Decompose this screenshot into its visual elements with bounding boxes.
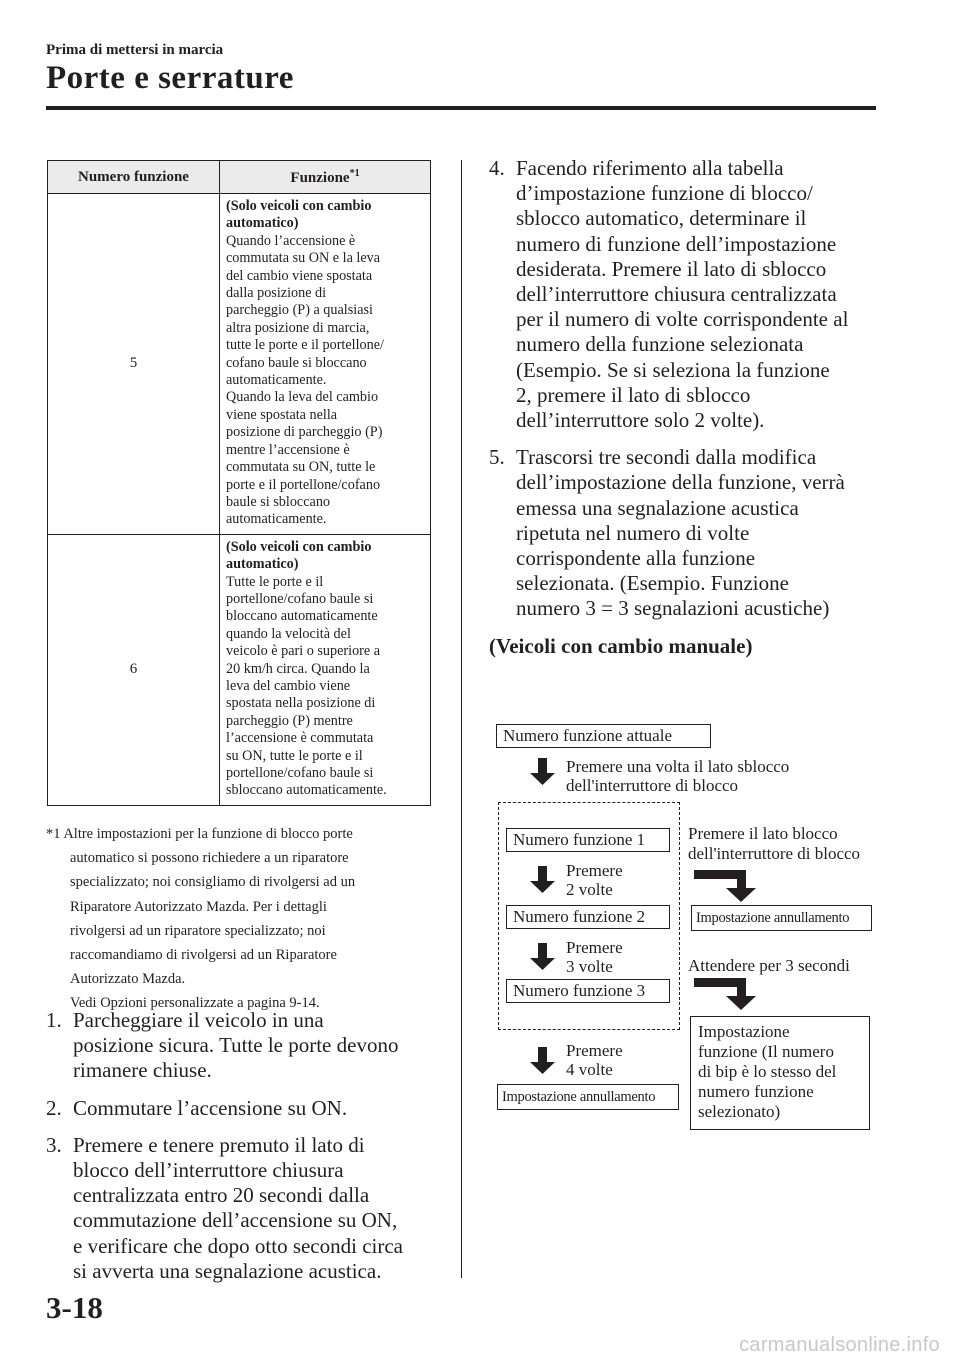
cancel-box-bottom: Impostazione annullamento bbox=[497, 1084, 679, 1110]
table-header-number: Numero funzione bbox=[48, 161, 220, 194]
function-cycle-group bbox=[498, 802, 680, 1030]
step-number: 3. bbox=[46, 1132, 62, 1157]
step-line: d’impostazione funzione di blocco/ bbox=[516, 181, 813, 206]
step-number: 2. bbox=[46, 1095, 62, 1120]
footnote-line: raccomandiamo di rivolgersi ad un Riparatore bbox=[70, 947, 337, 964]
description-line: automaticamente. bbox=[226, 372, 327, 389]
step-line: emessa una segnalazione acustica bbox=[516, 495, 799, 520]
result-line: numero funzione bbox=[698, 1082, 814, 1101]
step-line: numero della funzione selezionata bbox=[516, 332, 804, 357]
step-line: centralizzata entro 20 secondi dalla bbox=[73, 1183, 370, 1208]
result-line: di bip è lo stesso del bbox=[698, 1062, 837, 1081]
arrow-down-icon bbox=[528, 758, 562, 786]
footnote-line: rivolgersi ad un riparatore specializzato; noi bbox=[70, 922, 326, 939]
current-function-box: Numero funzione attuale bbox=[496, 724, 711, 748]
press-label-2: Premere bbox=[566, 861, 623, 880]
press-once-line-1: Premere una volta il lato sblocco bbox=[566, 757, 790, 776]
function-3-box: Numero funzione 3 bbox=[506, 979, 670, 1003]
footnote-line: *1 Altre impostazioni per la funzione di blocco porte bbox=[46, 826, 353, 842]
footnote-line: Autorizzato Mazda. bbox=[70, 971, 186, 988]
description-line: automaticamente. bbox=[226, 511, 327, 528]
function-header-label: Funzione bbox=[290, 169, 350, 186]
footnote-line: specializzato; noi consigliamo di rivolgersi ad un bbox=[70, 874, 356, 891]
function-1-box: Numero funzione 1 bbox=[506, 828, 670, 852]
press-once-line-2: dell'interruttore di blocco bbox=[566, 776, 739, 795]
function-2-box: Numero funzione 2 bbox=[506, 905, 670, 929]
function-number: 6 bbox=[48, 534, 220, 805]
lock-press-line-1: Premere il lato blocco bbox=[688, 824, 838, 843]
step-line: Premere e tenere premuto il lato di bbox=[73, 1132, 365, 1157]
step-line: corrispondente alla funzione bbox=[516, 546, 756, 571]
description-line: porte e il portellone/cofano bbox=[226, 476, 381, 493]
step-line: dell’interruttore chiusura centralizzata bbox=[516, 282, 837, 307]
lock-press-line-2: dell'interruttore di blocco bbox=[688, 844, 861, 863]
press-label-3: Premere bbox=[566, 938, 623, 957]
arrow-down-icon bbox=[528, 866, 562, 894]
step-line: commutazione dell’accensione su ON, bbox=[73, 1208, 398, 1233]
press-label-4: Premere bbox=[566, 1041, 623, 1060]
arrow-right-down-icon bbox=[694, 976, 766, 1012]
description-line: commutata su ON e la leva bbox=[226, 250, 381, 267]
step-item bbox=[46, 1096, 446, 1121]
step-line: desiderata. Premere il lato di sblocco bbox=[516, 256, 827, 281]
footnote-line: automatico si possono richiedere a un riparatore bbox=[70, 850, 349, 867]
function-table bbox=[47, 160, 431, 806]
step-line: (Esempio. Se si seleziona la funzione bbox=[516, 357, 830, 382]
result-line: Impostazione bbox=[698, 1022, 790, 1041]
description-line: quando la velocità del bbox=[226, 625, 351, 642]
description-line: viene spostata nella bbox=[226, 406, 338, 423]
step-line: numero 3 = 3 segnalazioni acustiche) bbox=[516, 596, 830, 621]
footnote-line: Riparatore Autorizzato Mazda. Per i dettagli bbox=[70, 898, 327, 915]
description-line: commutata su ON, tutte le bbox=[226, 459, 376, 476]
step-number: 5. bbox=[489, 445, 505, 470]
footnote bbox=[46, 822, 436, 1016]
table-row bbox=[48, 534, 431, 805]
step-number: 4. bbox=[489, 156, 505, 180]
description-line: parcheggio (P) mentre bbox=[226, 712, 353, 729]
description-bold-line: automatico) bbox=[226, 215, 299, 232]
step-item bbox=[489, 445, 889, 621]
section-label: Prima di mettersi in marcia bbox=[46, 42, 224, 58]
step-line: dell’impostazione della funzione, verrà bbox=[516, 470, 845, 495]
step-line: rimanere chiuse. bbox=[73, 1058, 212, 1083]
description-line: portellone/cofano baule si bbox=[226, 765, 374, 781]
function-description bbox=[220, 534, 431, 805]
description-line: portellone/cofano baule si bbox=[226, 590, 374, 607]
title-rule bbox=[46, 106, 876, 110]
step-line: blocco dell’interruttore chiusura bbox=[73, 1158, 344, 1183]
description-line: cofano baule si bloccano bbox=[226, 354, 367, 371]
function-set-box bbox=[690, 1016, 870, 1130]
four-times-label: 4 volte bbox=[566, 1060, 613, 1079]
step-line: Parcheggiare il veicolo in una bbox=[73, 1008, 324, 1032]
description-line: posizione di parcheggio (P) bbox=[226, 424, 383, 441]
description-line: l’accensione è commutata bbox=[226, 730, 374, 747]
description-bold-line: automatico) bbox=[226, 556, 299, 573]
column-divider bbox=[461, 160, 462, 1278]
description-line: 20 km/h circa. Quando la bbox=[226, 660, 370, 677]
table-body bbox=[48, 194, 431, 806]
description-line: mentre l’accensione è bbox=[226, 441, 350, 458]
step-line: per il numero di volte corrispondente al bbox=[516, 307, 849, 332]
page-title: Porte e serrature bbox=[46, 60, 294, 96]
arrow-down-icon bbox=[528, 943, 562, 971]
step-line: si avverta una segnalazione acustica. bbox=[73, 1258, 382, 1283]
step-line: Trascorsi tre secondi dalla modifica bbox=[516, 445, 817, 470]
description-line: sbloccano automaticamente. bbox=[226, 782, 387, 799]
description-line: baule si sbloccano bbox=[226, 493, 331, 510]
description-line: altra posizione di marcia, bbox=[226, 319, 370, 336]
description-line: bloccano automaticamente bbox=[226, 608, 378, 625]
description-line: leva del cambio viene bbox=[226, 677, 351, 694]
footnote-marker: *1 bbox=[349, 167, 360, 179]
function-description bbox=[220, 194, 431, 535]
step-line: posizione sicura. Tutte le porte devono bbox=[73, 1033, 399, 1058]
twice-label: 2 volte bbox=[566, 880, 613, 899]
description-bold-line: (Solo veicoli con cambio bbox=[226, 198, 372, 214]
description-line: su ON, tutte le porte e il bbox=[226, 747, 363, 764]
result-line: funzione (Il numero bbox=[698, 1042, 834, 1061]
step-line: sblocco automatico, determinare il bbox=[516, 206, 807, 231]
step-line: e verificare che dopo otto secondi circa bbox=[73, 1233, 404, 1258]
step-number: 1. bbox=[46, 1008, 62, 1032]
description-line: Quando l’accensione è bbox=[226, 232, 356, 249]
step-line: numero di funzione dell’impostazione bbox=[516, 231, 837, 256]
manual-heading: (Veicoli con cambio manuale) bbox=[489, 634, 753, 658]
step-line: ripetuta nel numero di volte bbox=[516, 520, 750, 545]
step-line: Commutare l’accensione su ON. bbox=[73, 1095, 348, 1120]
description-line: Quando la leva del cambio bbox=[226, 389, 379, 406]
thrice-label: 3 volte bbox=[566, 957, 613, 976]
cancel-box-right: Impostazione annullamento bbox=[691, 905, 872, 931]
step-item bbox=[46, 1133, 446, 1284]
description-line: Tutte le porte e il bbox=[226, 573, 324, 590]
description-bold-line: (Solo veicoli con cambio bbox=[226, 538, 372, 555]
result-line: selezionato) bbox=[698, 1102, 781, 1121]
arrow-down-icon bbox=[528, 1047, 562, 1075]
description-line: veicolo è pari o superiore a bbox=[226, 643, 381, 660]
steps-right bbox=[489, 156, 889, 634]
step-line: 2, premere il lato di sblocco bbox=[516, 382, 751, 407]
watermark: carmanualsonline.info bbox=[739, 1334, 940, 1356]
footnote-line: Vedi Opzioni personalizzate a pagina 9-14. bbox=[70, 995, 320, 1012]
table-header-function bbox=[220, 161, 431, 194]
page-number: 3-18 bbox=[46, 1290, 103, 1325]
steps-left bbox=[46, 1008, 446, 1296]
description-line: tutte le porte e il portellone/ bbox=[226, 337, 384, 354]
description-line: spostata nella posizione di bbox=[226, 695, 376, 712]
wait-label: Attendere per 3 secondi bbox=[688, 956, 850, 975]
function-number: 5 bbox=[48, 194, 220, 535]
table-row bbox=[48, 194, 431, 535]
step-line: dell’interruttore solo 2 volte). bbox=[516, 408, 765, 433]
step-item bbox=[46, 1008, 446, 1084]
arrow-right-down-icon bbox=[694, 868, 766, 904]
step-line: selezionata. (Esempio. Funzione bbox=[516, 571, 789, 596]
description-line: dalla posizione di bbox=[226, 285, 327, 302]
step-item bbox=[489, 156, 889, 433]
description-line: del cambio viene spostata bbox=[226, 267, 373, 284]
description-line: parcheggio (P) a qualsiasi bbox=[226, 302, 373, 319]
step-line: Facendo riferimento alla tabella bbox=[516, 156, 784, 180]
